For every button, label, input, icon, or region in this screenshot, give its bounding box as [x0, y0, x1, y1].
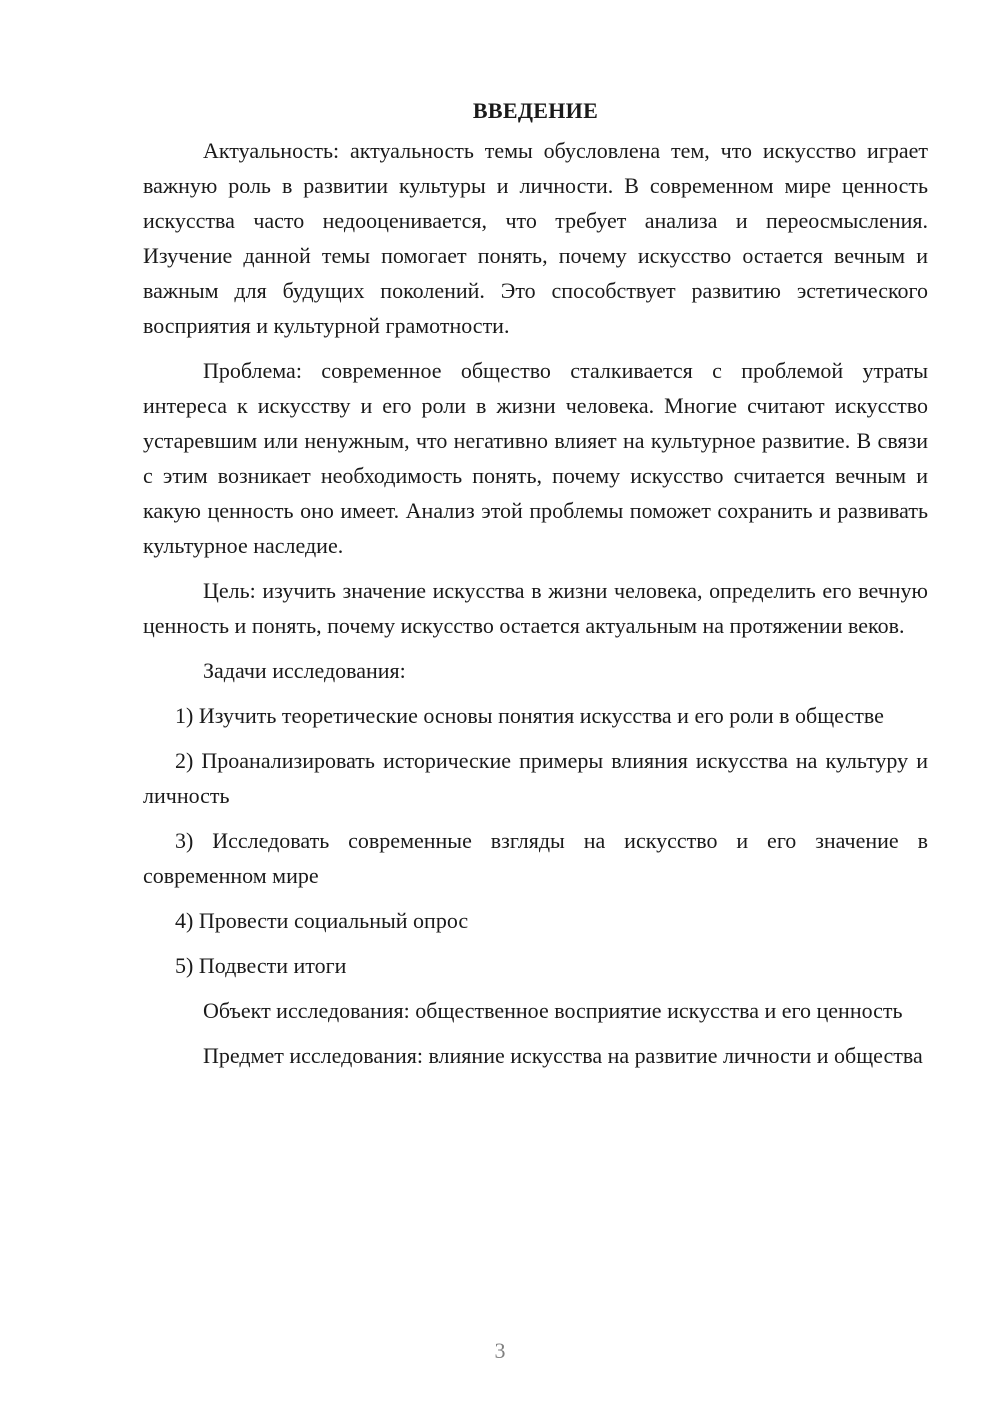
tasks-intro: Задачи исследования: — [203, 658, 406, 683]
task-item-3: 3) Исследовать современные взгляды на искусство и его значение в современном мире — [143, 828, 928, 888]
goal-paragraph: Цель: изучить значение искусства в жизни человека, определить его вечную ценность и понять, почему искусство остается актуальным на протяжении веков. — [143, 578, 928, 638]
task-item-5: 5) Подвести итоги — [175, 953, 347, 978]
page-number: 3 — [494, 1338, 506, 1363]
task-item-1: 1) Изучить теоретические основы понятия искусства и его роли в обществе — [175, 703, 884, 728]
section-heading: ВВЕДЕНИЕ — [472, 98, 599, 123]
problem-paragraph: Проблема: современное общество сталкивается с проблемой утраты интереса к искусству и его роли в жизни человека. Многие считают искусство устаревшим или ненужным, что негативно влияет на культурное развитие. В связи с этим возникает необходимость понять, почему искусство считается вечным и какую ценность оно имеет. Анализ этой проблемы поможет сохранить и развивать культурное наследие. — [143, 358, 928, 558]
subject-paragraph: Предмет исследования: влияние искусства на развитие личности и общества — [203, 1043, 923, 1068]
relevance-paragraph: Актуальность: актуальность темы обусловлена тем, что искусство играет важную роль в развитии культуры и личности. В современном мире ценность искусства часто недооценивается, что требует анализа и переосмысления. Изучение данной темы помогает понять, почему искусство остается вечным и важным для будущих поколений. Это способствует развитию эстетического восприятия и культурной грамотности. — [143, 138, 928, 338]
object-paragraph: Объект исследования: общественное восприятие искусства и его ценность — [203, 998, 903, 1023]
task-item-2: 2) Проанализировать исторические примеры влияния искусства на культуру и личность — [143, 748, 928, 808]
page-content — [143, 93, 928, 1083]
task-item-4: 4) Провести социальный опрос — [175, 908, 469, 933]
